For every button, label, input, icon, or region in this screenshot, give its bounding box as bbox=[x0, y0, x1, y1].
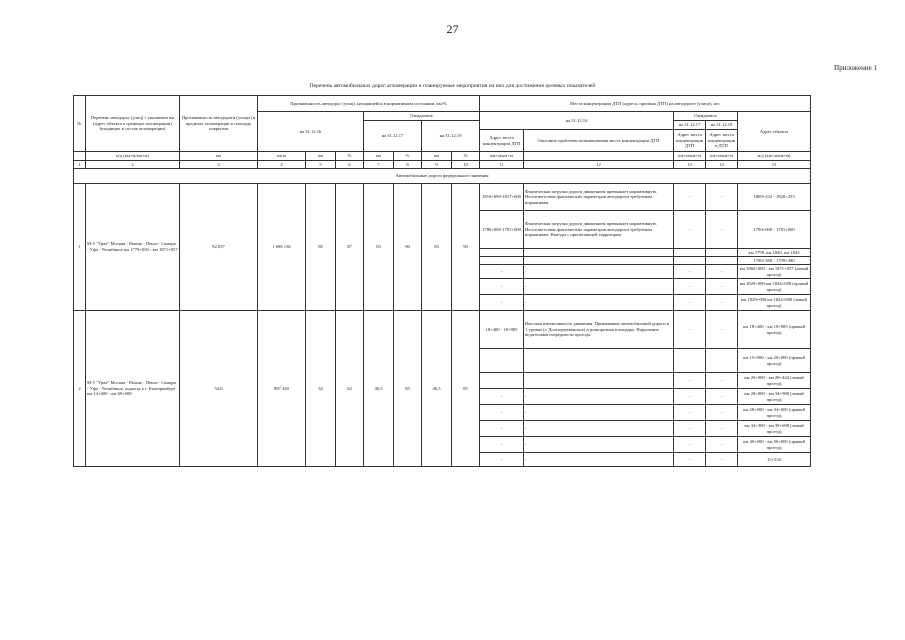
unit-cell: км bbox=[306, 152, 336, 161]
dtp-18: - bbox=[706, 421, 738, 437]
dtp-18: - bbox=[706, 437, 738, 453]
dtp-17: - bbox=[674, 421, 706, 437]
unit-cell: км+м/км+м bbox=[674, 152, 706, 161]
dtp-18: - bbox=[706, 389, 738, 405]
unit-cell: % bbox=[394, 152, 422, 161]
header-object-address: Адрес объекта bbox=[738, 112, 811, 152]
column-number: 14 bbox=[706, 161, 738, 169]
header-dtp-on-date: на 31.12.16 bbox=[480, 112, 674, 130]
dtp-address bbox=[480, 349, 524, 373]
object-address: 13+532 bbox=[738, 453, 811, 467]
dtp-17: - bbox=[674, 279, 706, 295]
road-length: 54,6 bbox=[180, 311, 258, 467]
unit-cell: км+м/км+м bbox=[480, 152, 524, 161]
appendix-label: Приложение 1 bbox=[834, 64, 877, 72]
column-number: 13 bbox=[674, 161, 706, 169]
dtp-description bbox=[524, 249, 674, 257]
object-address: км 18+400 - км 18+985 (правый проезд) bbox=[738, 311, 811, 349]
document-title: Перечень автомобильных дорог агломерации и планируемые мероприятия на них для достижения целевых показателей bbox=[309, 83, 596, 89]
dtp-description: - bbox=[524, 437, 674, 453]
dtp-description: - bbox=[524, 421, 674, 437]
header-dtp-address-2: Адрес места концентрации ДТП bbox=[674, 130, 706, 152]
header-no: № bbox=[74, 96, 86, 152]
dtp-17: - bbox=[674, 211, 706, 249]
dtp-description: - bbox=[524, 295, 674, 311]
normative-km-17: 46,5 bbox=[364, 311, 394, 467]
column-number: 12 bbox=[524, 161, 674, 169]
dtp-address: 1780+000-1781+000 bbox=[480, 211, 524, 249]
dtp-18: - bbox=[706, 184, 738, 211]
object-address: км 15+000 - км 20+000 (правый проезд) bbox=[738, 349, 811, 373]
dtp-description bbox=[524, 349, 674, 373]
dtp-address: - bbox=[480, 421, 524, 437]
header-row-1 bbox=[74, 96, 811, 112]
header-expected-2: Ожидаемое bbox=[674, 112, 738, 121]
road-number: 1 bbox=[74, 184, 86, 311]
normative-km-16: 34 bbox=[306, 311, 336, 467]
object-address: км 1829+000-км 1844+000 (правый проезд) bbox=[738, 279, 811, 295]
dtp-17: - bbox=[674, 295, 706, 311]
unit-cell: км+м/км+м bbox=[706, 152, 738, 161]
road-area: 887 440 bbox=[258, 311, 306, 467]
object-address: км 40+000 - км 50+000 (правый проезд) bbox=[738, 437, 811, 453]
object-address: 1790+368 - 1799+380 bbox=[738, 257, 811, 265]
header-dtp-places: Места концентрации ДТП (адреса, причина ДТП) на автодороге (улице), шт. bbox=[480, 96, 811, 112]
dtp-17: - bbox=[674, 389, 706, 405]
normative-km-16: 80 bbox=[306, 184, 336, 311]
object-address: км 1829+000 км 1844+000 (левый проезд) bbox=[738, 295, 811, 311]
header-expected-1: Ожидаемое bbox=[364, 112, 480, 121]
dtp-description: - bbox=[524, 453, 674, 467]
dtp-17 bbox=[674, 257, 706, 265]
object-address: км 1799, км 1840, км 1843 bbox=[738, 249, 811, 257]
dtp-address bbox=[480, 257, 524, 265]
unit-cell: км bbox=[364, 152, 394, 161]
unit-cell: н/д (км+м/км+м) bbox=[738, 152, 811, 161]
column-number: 3 bbox=[180, 161, 258, 169]
normative-km-17: 83 bbox=[364, 184, 394, 311]
normative-pct-16: 62 bbox=[336, 311, 364, 467]
column-number: 10 bbox=[452, 161, 480, 169]
dtp-18: - bbox=[706, 373, 738, 389]
section-row bbox=[74, 169, 811, 184]
roads-table bbox=[73, 95, 811, 467]
dtp-18 bbox=[706, 349, 738, 373]
column-number: 15 bbox=[738, 161, 811, 169]
dtp-18: - bbox=[706, 279, 738, 295]
dtp-description: - bbox=[524, 265, 674, 279]
dtp-17 bbox=[674, 249, 706, 257]
object-address: км 20+000 - км 28+444 (левый проезд) bbox=[738, 373, 811, 389]
object-address: 1780+000 - 1781+000 bbox=[738, 211, 811, 249]
column-number: 6 bbox=[336, 161, 364, 169]
object-address: км 28+000 - км 34+000 (правый проезд) bbox=[738, 405, 811, 421]
dtp-address: 18+400 - 18+985 bbox=[480, 311, 524, 349]
header-road-list: Перечень автодорог (улиц) с указанием км (адрес объекта в границах агломерации)(входящих в состав агломерации) bbox=[86, 96, 180, 152]
normative-km-19: 83 bbox=[422, 184, 452, 311]
dtp-17: - bbox=[674, 184, 706, 211]
unit-cell: кв.м bbox=[258, 152, 306, 161]
object-address: км 28+000 - км 34+988 (левый проезд) bbox=[738, 389, 811, 405]
header-on-date-3: на 31.12.19 bbox=[422, 121, 480, 152]
dtp-18: - bbox=[706, 311, 738, 349]
dtp-address: - bbox=[480, 265, 524, 279]
normative-km-19: 46,5 bbox=[422, 311, 452, 467]
section-title: Автомобильные дороги федерального значения bbox=[74, 169, 811, 184]
dtp-17: - bbox=[674, 373, 706, 389]
column-number: 9 bbox=[422, 161, 452, 169]
road-number: 2 bbox=[74, 311, 86, 467]
unit-cell: н/д (км+м/км+м) bbox=[86, 152, 180, 161]
object-address: 1809+232 - 1820+233 bbox=[738, 184, 811, 211]
dtp-18: - bbox=[706, 211, 738, 249]
unit-cell: км bbox=[180, 152, 258, 161]
dtp-description bbox=[524, 373, 674, 389]
page-number: 27 bbox=[446, 22, 459, 36]
dtp-address: - bbox=[480, 453, 524, 467]
header-dtp-address: Адрес места концентрации ДТП bbox=[480, 130, 524, 152]
dtp-address: - bbox=[480, 279, 524, 295]
header-dtp-date-3: на 31.12.18 bbox=[706, 121, 738, 130]
dtp-address bbox=[480, 249, 524, 257]
header-normative-share: Протяженность автодорог (улиц), находящейся в нормативном состоянии, км/% bbox=[258, 96, 480, 112]
dtp-address bbox=[480, 373, 524, 389]
header-on-date-1: на 31.12.16 bbox=[258, 112, 364, 152]
dtp-18: - bbox=[706, 295, 738, 311]
normative-pct-17: 90 bbox=[394, 184, 422, 311]
column-number: 7 bbox=[364, 161, 394, 169]
column-number: 4 bbox=[258, 161, 306, 169]
dtp-17: - bbox=[674, 437, 706, 453]
dtp-description: - bbox=[524, 405, 674, 421]
dtp-description: - bbox=[524, 279, 674, 295]
column-number: 8 bbox=[394, 161, 422, 169]
normative-pct-19: 85 bbox=[452, 311, 480, 467]
unit-cell bbox=[74, 152, 86, 161]
dtp-description: Фактическая загрузка дороги движением превышает нормативную. Несоответствие фактических параметров автодороги требуемым нормативам. Выезды с прилегающей территории. bbox=[524, 211, 674, 249]
unit-cell bbox=[524, 152, 674, 161]
dtp-address: 1816+090-1817+000 bbox=[480, 184, 524, 211]
dtp-18: - bbox=[706, 405, 738, 421]
column-number: 5 bbox=[306, 161, 336, 169]
header-dtp-date-2: на 31.12.17 bbox=[674, 121, 706, 130]
dtp-description bbox=[524, 257, 674, 265]
dtp-17: - bbox=[674, 453, 706, 467]
column-numbers-row bbox=[74, 161, 811, 169]
unit-cell: км bbox=[422, 152, 452, 161]
normative-pct-19: 90 bbox=[452, 184, 480, 311]
header-length: Протяженность автодороги (улицы) в пределах агломерации и площадь покрытия bbox=[180, 96, 258, 152]
road-area: 1 696 136 bbox=[258, 184, 306, 311]
dtp-address: - bbox=[480, 389, 524, 405]
dtp-address: - bbox=[480, 437, 524, 453]
unit-cell: % bbox=[336, 152, 364, 161]
dtp-description: - bbox=[524, 389, 674, 405]
dtp-18 bbox=[706, 249, 738, 257]
dtp-18: - bbox=[706, 453, 738, 467]
object-address: км 34+300 - км 39+698 (левый проезд) bbox=[738, 421, 811, 437]
unit-cell: % bbox=[452, 152, 480, 161]
normative-pct-16: 87 bbox=[336, 184, 364, 311]
column-number: 2 bbox=[86, 161, 180, 169]
dtp-description: Высокая интенсивность движения. Примыкание автомобильной дороги в 1 уровне (г. Долгодеревенское) и разворотная площадка. Нарушение водителями очередности проезда. bbox=[524, 311, 674, 349]
road-name: М-5 "Урал" Москва - Рязань - Пенза - Самара - Уфа - Челябинск км 1779+030 - км 1871+057 bbox=[86, 184, 180, 311]
column-number: 1 bbox=[74, 161, 86, 169]
dtp-address: - bbox=[480, 405, 524, 421]
dtp-17 bbox=[674, 349, 706, 373]
road-length: 92,037 bbox=[180, 184, 258, 311]
dtp-address: - bbox=[480, 295, 524, 311]
dtp-17: - bbox=[674, 311, 706, 349]
normative-pct-17: 85 bbox=[394, 311, 422, 467]
dtp-17: - bbox=[674, 265, 706, 279]
column-number: 11 bbox=[480, 161, 524, 169]
header-dtp-reasons: Описание проблемы возникновения места концентрации ДТП bbox=[524, 130, 674, 152]
dtp-18 bbox=[706, 257, 738, 265]
header-on-date-2: на 31.12.17 bbox=[364, 121, 422, 152]
dtp-17: - bbox=[674, 405, 706, 421]
units-row bbox=[74, 152, 811, 161]
dtp-18: - bbox=[706, 265, 738, 279]
object-address: км 1860+000 - км 1871+057 (левый проезд) bbox=[738, 265, 811, 279]
header-dtp-address-3: Адрес места концентрации в ДТП bbox=[706, 130, 738, 152]
dtp-description: Фактическая загрузка дороги движением превышает нормативную. Несоответствие фактических параметров автодороги требуемым нормативам. bbox=[524, 184, 674, 211]
road-name: М-5 "Урал" Москва - Рязань - Пенза - Самара - Уфа - Челябинск, подъезд к г. Екатеринбург км 14+400 - км 69+000 bbox=[86, 311, 180, 467]
table-row bbox=[74, 184, 811, 211]
table-row bbox=[74, 311, 811, 349]
